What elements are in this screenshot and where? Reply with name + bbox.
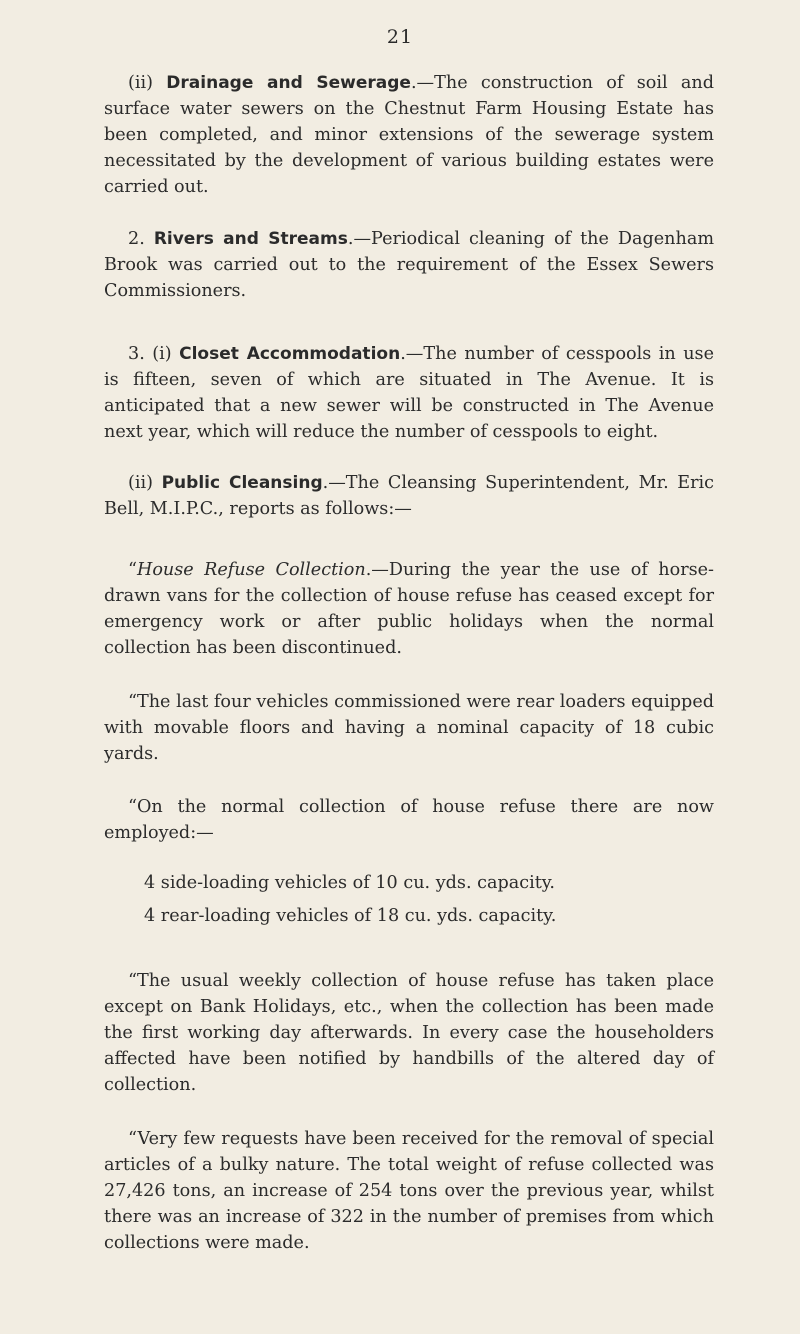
paragraph-refuse <box>104 557 714 661</box>
paragraph-closet <box>104 341 714 445</box>
page-number: 21 <box>386 26 414 48</box>
closet-heading: Closet Accommodation <box>179 344 401 364</box>
paragraph-weekly: “The usual weekly collection of house refuse has taken place except on Bank Holidays, etc., when the collection has been made the first working day afterwards. In every case the householders affected have been notified by handbills of the altered day of collection. <box>104 971 714 1095</box>
cleansing-prefix: (ii) <box>128 473 162 493</box>
refuse-open-quote: “ <box>128 560 137 580</box>
rivers-prefix: 2. <box>128 229 154 249</box>
paragraph-rivers <box>104 226 714 304</box>
paragraph-employed: “On the normal collection of house refuse there are now employed:— <box>104 797 714 843</box>
closet-prefix: 3. (i) <box>128 344 180 364</box>
drainage-body: .—The construction of soil and surface water sewers on the Chestnut Farm Housing Estate has been completed, and minor extensions of the sewerage system necessitated by the development of various building estates were carried out. <box>104 73 714 197</box>
rivers-heading: Rivers and Streams <box>153 229 348 249</box>
paragraph-cleansing <box>104 470 714 522</box>
cleansing-body: .—The Cleansing Superintendent, Mr. Eric Bell, M.I.P.C., reports as follows:— <box>104 473 714 519</box>
rivers-body: .—Periodical cleaning of the Dagenham Brook was carried out to the requirement of the Essex Sewers Commissioners. <box>104 229 714 301</box>
drainage-heading: Drainage and Sewerage <box>166 73 411 93</box>
refuse-body: .—During the year the use of horse-drawn vans for the collection of house refuse has ceased except for emergency work or after public holidays when the normal collection has been discontinued. <box>104 560 714 658</box>
list-item: 4 side-loading vehicles of 10 cu. yds. capacity. <box>144 873 555 893</box>
list-item: 4 rear-loading vehicles of 18 cu. yds. capacity. <box>144 906 557 926</box>
paragraph-requests: “Very few requests have been received for the removal of special articles of a bulky nature. The total weight of refuse collected was 27,426 tons, an increase of 254 tons over the previous year, whilst there was an increase of 322 in the number of premises from which collections were made. <box>104 1129 714 1253</box>
paragraph-vehicles: “The last four vehicles commissioned were rear loaders equipped with movable floors and having a nominal capacity of 18 cubic yards. <box>104 692 714 764</box>
refuse-italic-heading: House Refuse Collection <box>137 560 366 580</box>
drainage-prefix: (ii) <box>128 73 167 93</box>
closet-body: .—The number of cesspools in use is fifteen, seven of which are situated in The Avenue. It is anticipated that a new sewer will be constructed in The Avenue next year, which will reduce the number of cesspools to eight. <box>104 344 714 442</box>
paragraph-drainage <box>104 70 714 200</box>
cleansing-heading: Public Cleansing <box>161 473 323 493</box>
